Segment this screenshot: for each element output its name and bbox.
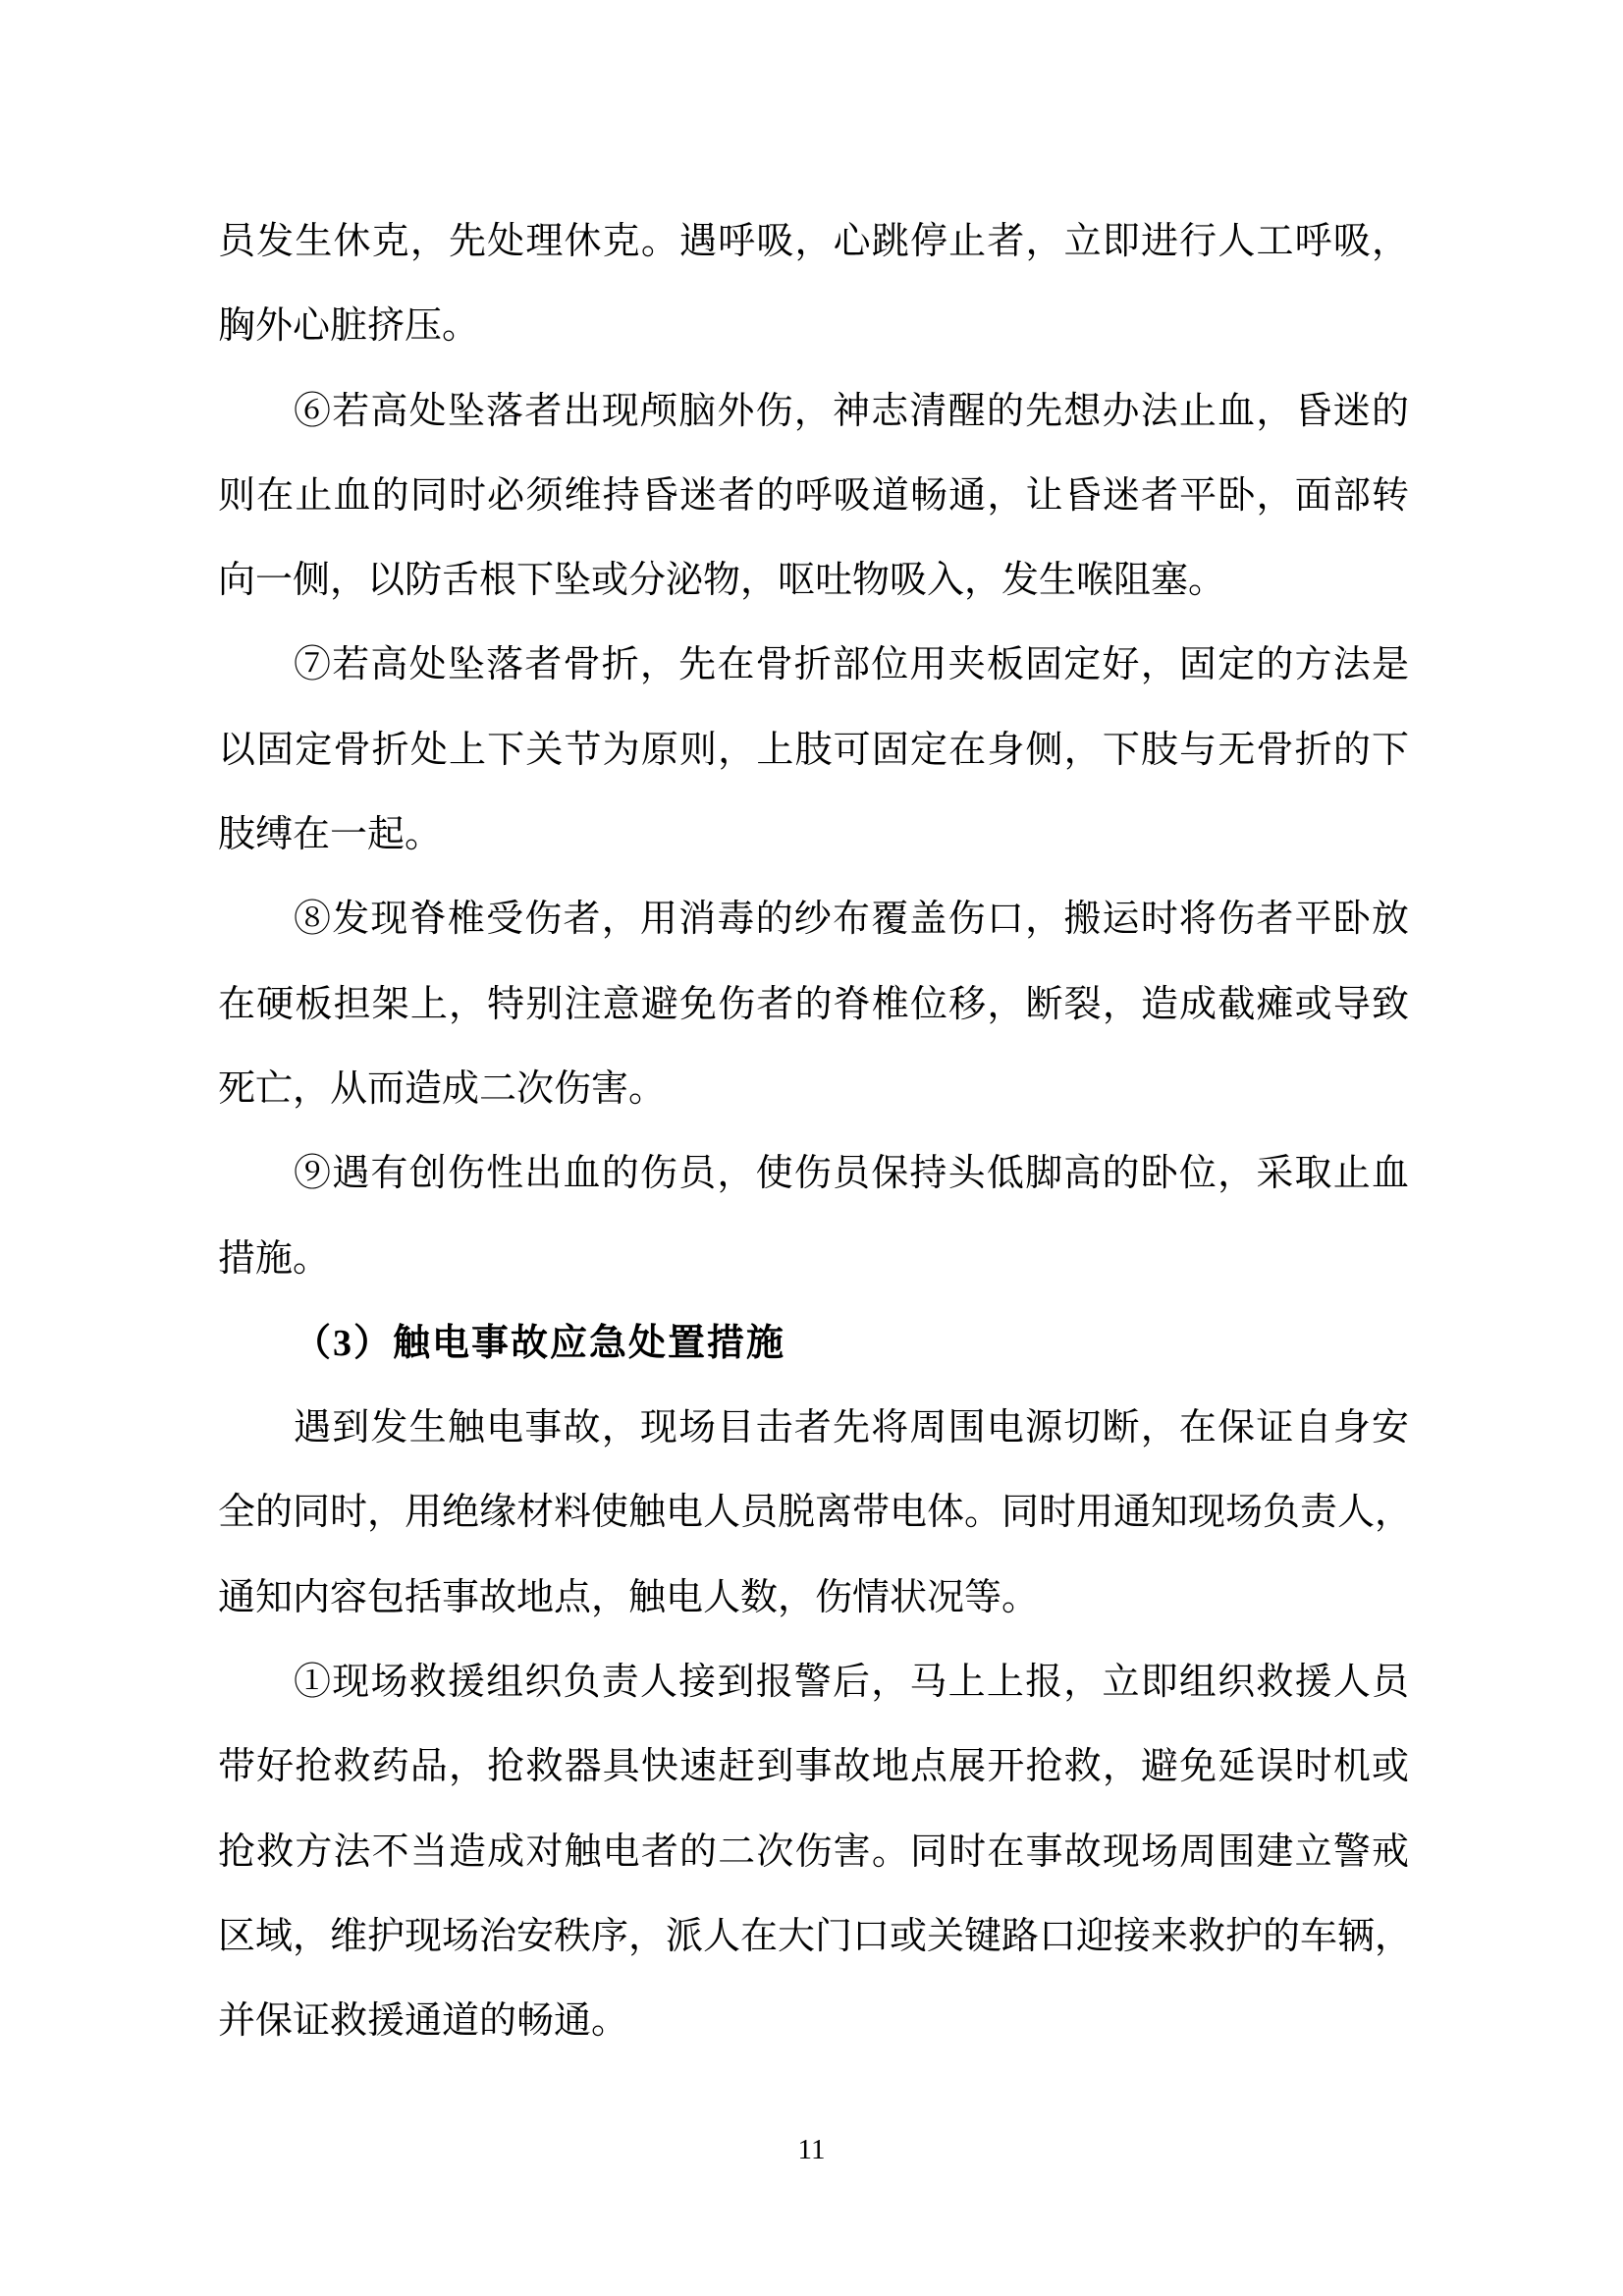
text-line: 死亡，从而造成二次伤害。 — [218, 1067, 667, 1110]
text-line: 则在止血的同时必须维持昏迷者的呼吸道畅通，让昏迷者平卧，面部转 — [218, 474, 1409, 517]
text-line: 全的同时，用绝缘材料使触电人员脱离带电体。同时用通知现场负责人， — [218, 1492, 1413, 1534]
text-line: 措施。 — [218, 1237, 331, 1280]
text-line: ⑨遇有创伤性出血的伤员，使伤员保持头低脚高的卧位，采取止血 — [294, 1153, 1409, 1195]
text-line: ⑦若高处坠落者骨折，先在骨折部位用夹板固定好，固定的方法是 — [294, 644, 1409, 686]
text-line: 区域，维护现场治安秩序，派人在大门口或关键路口迎接来救护的车辆， — [218, 1915, 1413, 1957]
text-line: ①现场救援组织负责人接到报警后，马上上报，立即组织救援人员 — [294, 1662, 1409, 1704]
text-line: 向一侧，以防舌根下坠或分泌物，呕吐物吸入，发生喉阻塞。 — [218, 560, 1226, 602]
text-line: 遇到发生触电事故，现场目击者先将周围电源切断，在保证自身安 — [294, 1407, 1409, 1449]
text-line: 抢救方法不当造成对触电者的二次伤害。同时在事故现场周围建立警戒 — [218, 1831, 1409, 1873]
document-text-block — [218, 199, 1413, 2064]
page-number: 11 — [797, 2134, 826, 2165]
text-line: ⑧发现脊椎受伤者，用消毒的纱布覆盖伤口，搬运时将伤者平卧放 — [294, 899, 1409, 941]
text-line: 肢缚在一起。 — [218, 814, 443, 856]
text-line: 并保证救援通道的畅通。 — [218, 2000, 629, 2043]
text-line: 在硬板担架上，特别注意避免伤者的脊椎位移，断裂，造成截瘫或导致 — [218, 983, 1409, 1025]
text-line: 通知内容包括事故地点，触电人数，伤情状况等。 — [218, 1576, 1040, 1618]
text-line: 以固定骨折处上下关节为原则，上肢可固定在身侧，下肢与无骨折的下 — [218, 729, 1409, 771]
text-line: 员发生休克，先处理休克。遇呼吸，心跳停止者，立即进行人工呼吸， — [218, 221, 1409, 262]
text-line: ⑥若高处坠落者出现颅脑外伤，神志清醒的先想办法止血，昏迷的 — [294, 390, 1409, 432]
text-line: 带好抢救药品，抢救器具快速赶到事故地点展开抢救，避免延误时机或 — [218, 1746, 1409, 1788]
text-line: 胸外心脏挤压。 — [218, 305, 480, 348]
section-heading: （3）触电事故应急处置措施 — [294, 1322, 786, 1364]
